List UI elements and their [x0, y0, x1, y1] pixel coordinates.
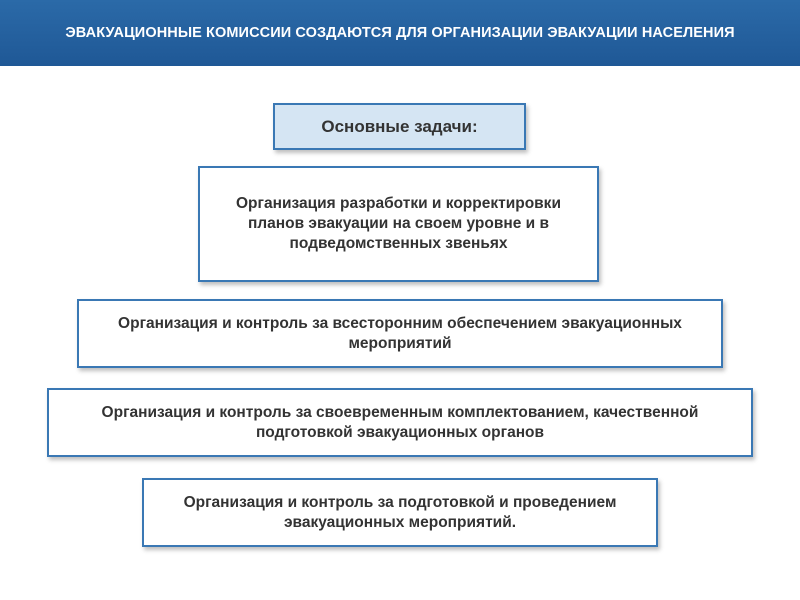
task-box-2 [77, 299, 723, 368]
tasks-heading: Основные задачи: [321, 116, 478, 136]
slide-header [0, 0, 800, 66]
task-text-4: Организация и контроль за подготовкой и проведением эвакуационных мероприятий. [183, 493, 617, 531]
task-box-4 [142, 478, 658, 547]
slide-title: ЭВАКУАЦИОННЫЕ КОМИССИИ СОЗДАЮТСЯ ДЛЯ ОРГАНИЗАЦИИ ЭВАКУАЦИИ НАСЕЛЕНИЯ [65, 25, 735, 41]
task-text-2: Организация и контроль за всесторонним обеспечением эвакуационных мероприятий [118, 314, 682, 352]
task-text-3: Организация и контроль за своевременным комплектованием, качественной подготовкой эвакуационных органов [101, 403, 699, 441]
task-box-1 [198, 166, 599, 282]
tasks-heading-box [273, 103, 526, 150]
task-text-1: Организация разработки и корректировки планов эвакуации на своем уровне и в подведомственных звеньях [236, 195, 561, 252]
task-box-3 [47, 388, 753, 457]
